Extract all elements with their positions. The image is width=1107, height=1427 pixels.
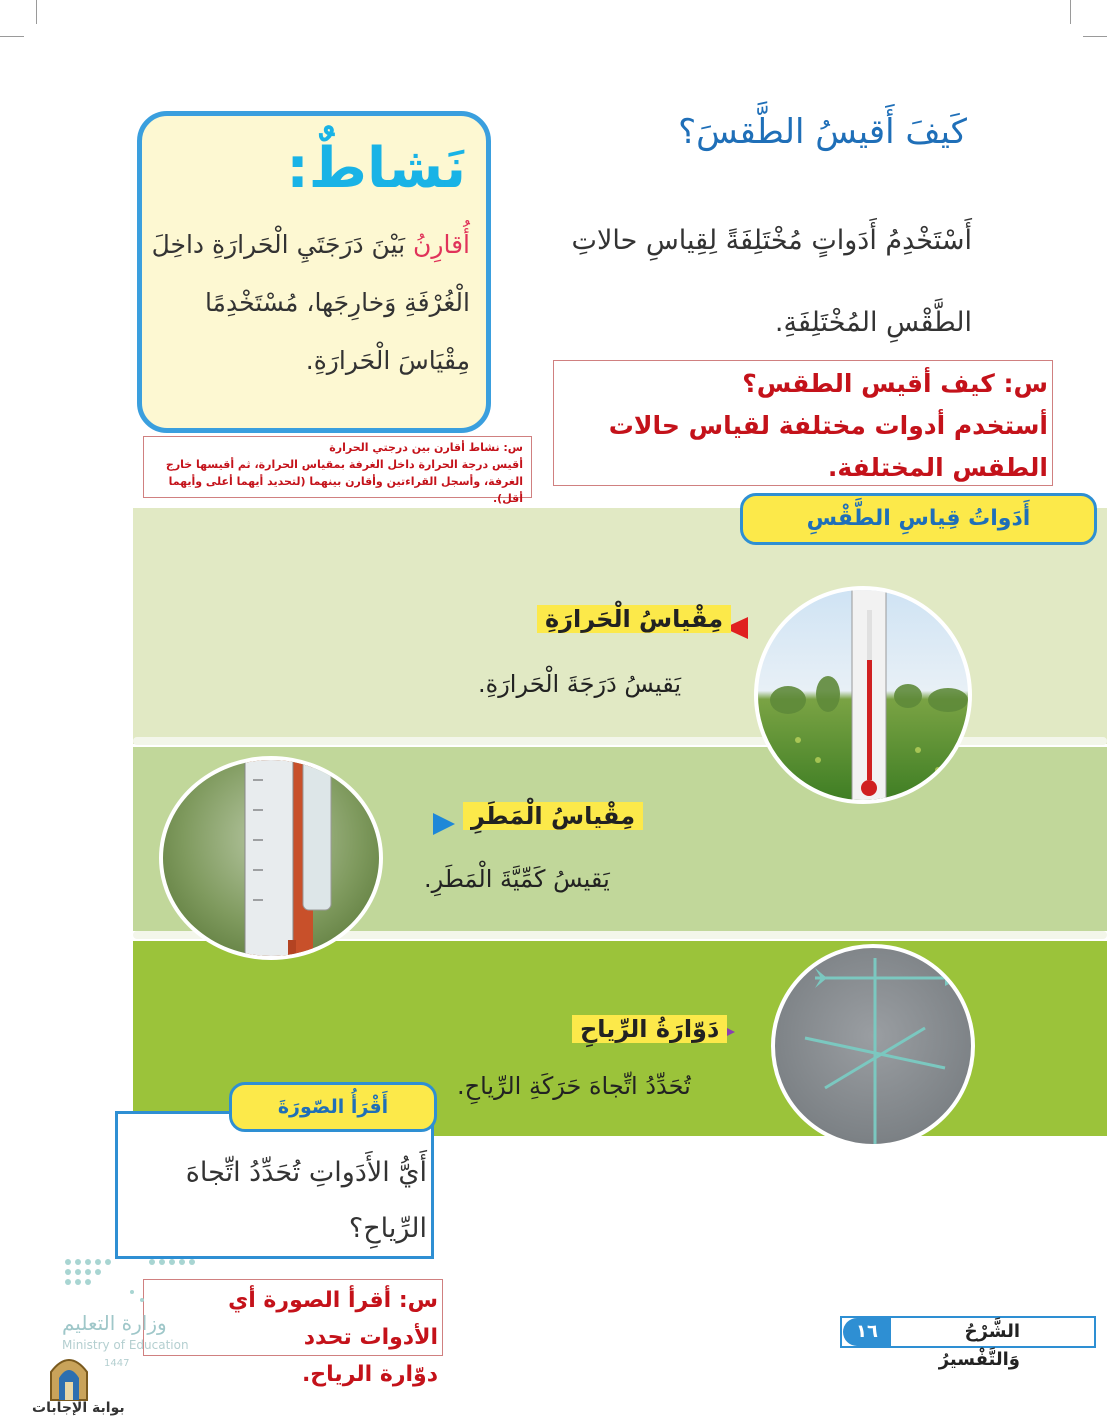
ministry-name-ar: وزارة التعليم — [62, 1311, 167, 1335]
answer-text: دوّارة الرياح. — [301, 1362, 438, 1387]
activity-body: بَيْنَ دَرَجَتَيِ الْحَرارَةِ داخِلَ الْغُرْفَةِ وَخارِجَها، مُسْتَخْدِمًا مِقْيَاسَ الْحَرارَةِ. — [151, 230, 470, 375]
read-image-line-1: أَيُّ الأَدَواتِ تُحَدِّدُ اتِّجاهَ — [185, 1157, 427, 1188]
activity-text — [150, 216, 470, 390]
thermometer-icon — [758, 590, 972, 804]
read-image-tag: أَقْرَأُ الصّورَةَ — [229, 1082, 437, 1132]
ministry-year: 1447 — [104, 1358, 130, 1369]
wind-vane-icon — [775, 948, 975, 1148]
title-answer-box — [553, 360, 1053, 486]
read-image-line-2: الرِّياحِ؟ — [348, 1213, 427, 1244]
thermometer-name: مِقْياسُ الْحَرارَةِ — [537, 605, 731, 633]
activity-answer-box — [143, 436, 532, 505]
rain-gauge-photo — [159, 756, 383, 960]
read-image-question — [127, 1145, 427, 1257]
tools-section-tag: أَدَواتُ قِياسِ الطَّقْسِ — [740, 493, 1097, 545]
portal-logo-icon — [37, 1350, 101, 1402]
crop-mark — [1083, 36, 1107, 37]
thermometer-photo — [754, 586, 972, 804]
activity-box — [137, 111, 491, 433]
intro-line-2: الطَّقْسِ المُخْتَلِفَةِ. — [774, 307, 972, 338]
answer-question: س: أقرأ الصورة أي الأدوات تحدد — [228, 1288, 438, 1350]
rain-gauge-name: مِقْياسُ الْمَطَرِ — [463, 802, 643, 830]
crop-mark — [0, 36, 24, 37]
answer-text: أقيس درجة الحرارة داخل الغرفة بمقياس الحرارة، ثم أقيسها خارج الغرفة، وأسجل القراءتين وأقارن بينهما (لتحديد أيهما أعلى وأيهما أقل). — [165, 458, 523, 505]
intro-line-1: أَسْتَخْدِمُ أَدَواتٍ مُخْتَلِفَةً لِقِياسِ حالاتِ — [571, 225, 972, 256]
crop-mark — [1070, 0, 1071, 24]
rain-gauge-desc: يَقيسُ كَمِّيَّةَ الْمَطَرِ. — [424, 865, 610, 893]
thermometer-desc: يَقيسُ دَرَجَةَ الْحَرارَةِ. — [478, 670, 682, 698]
activity-title: نَشاطٌ: — [286, 136, 466, 201]
lesson-intro — [452, 200, 972, 364]
lesson-title: كَيفَ أَقيسُ الطَّقسَ؟ — [678, 112, 967, 152]
wind-vane-desc: تُحَدِّدُ اتِّجاهَ حَرَكَةِ الرِّياحِ. — [457, 1072, 691, 1100]
portal-name: بوابة الإجابات — [32, 1400, 125, 1416]
activity-highlight: أُقارِنُ — [413, 230, 470, 259]
ministry-name-en: Ministry of Education — [62, 1338, 189, 1352]
crop-mark — [36, 0, 37, 24]
rain-gauge-arrow-icon — [433, 813, 455, 835]
page-section-label: الشَّرْحُ وَالتَّفْسيرُ — [938, 1321, 1020, 1370]
rain-gauge-icon — [163, 760, 383, 960]
wind-vane-name: دَوّارَةُ الرِّياحِ — [572, 1015, 727, 1043]
wind-vane-photo — [771, 944, 975, 1148]
answer-question: س: كيف أقيس الطقس؟ — [742, 369, 1048, 398]
ministry-logo-icon — [62, 1256, 202, 1310]
answer-question: س: نشاط أقارن بين درجتي الحرارة — [329, 441, 523, 454]
answer-text: أستخدم أدوات مختلفة لقياس حالات الطقس المختلفة. — [608, 411, 1048, 482]
page-number: ١٦ — [843, 1318, 891, 1346]
